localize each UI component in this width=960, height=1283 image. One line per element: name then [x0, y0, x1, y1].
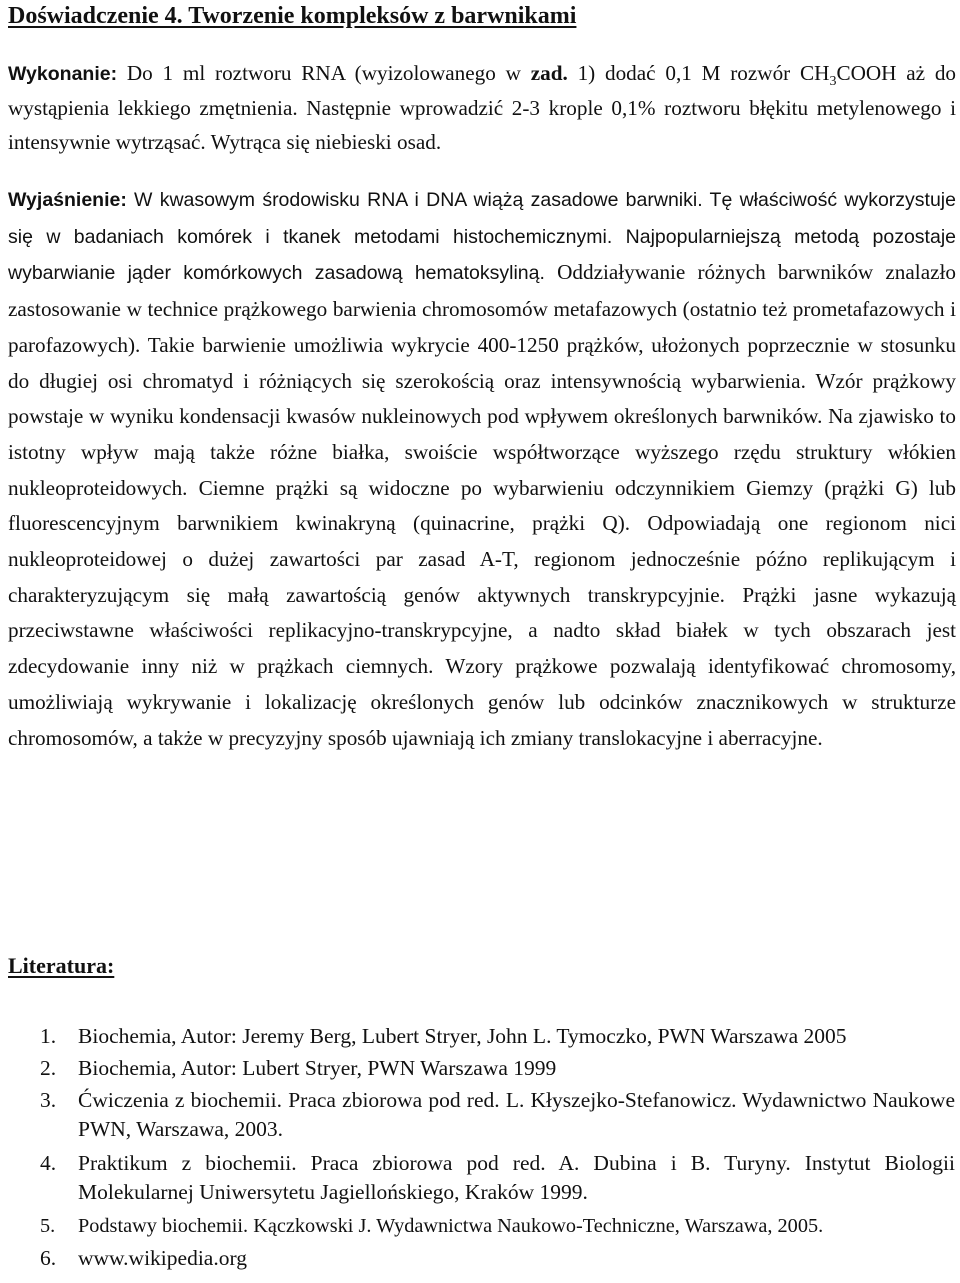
reference-number: 3. [40, 1088, 57, 1112]
wyjasnienie-serif-text: Oddziaływanie różnych barwników znalazło zastosowanie w technice prążkowego barwienia chromosomów metafazowych (ostatnio też prometafazowych i parofazowych). Takie barwienie umożliwia wykrycie 400-1250 prążków, ułożonych poprzecznie w stosunku do długiej osi chromatyd i różniących się szerokością oraz intensywnością wybarwienia. Wzór prążkowy powstaje w wyniku kondensacji kwasów nukleinowych pod wpływem określonych barwników. Na zjawisko to istotny wpływ mają także różne białka, swoiście współtworzące wyższego rzędu struktury włókien nukleoproteidowych. Ciemne prążki są widoczne po wybarwieniu odczynnikiem Giemzy (prążki G) lub fluorescencyjnym barwnikiem kwinakryną (quinacrine, prążki Q). Odpowiadają one regionom nici nukleoproteidowej o dużej zawartości par zasad A-T, regionom jednocześnie późno replikującym i charakteryzującym się małą zawartością genów aktywnych transkrypcyjnie. Prążki jasne wykazują przeciwstawne właściwości replikacyjno-transkrypcyjne, a nadto skład białek w tych obszarach jest zdecydowanie inny niż w prążkach ciemnych. Wzory prążkowe pozwalają identyfikować chromosomy, umożliwiają wykrywanie i lokalizację określonych genów lub odcinków znacznikowych w strukturze chromosomów, a także w precyzyjny sposób ujawniają ich zmiany translokacyjne i aberracyjne. [8, 260, 956, 750]
reference-number: 4. [40, 1151, 57, 1175]
reference-number: 2. [40, 1056, 57, 1080]
reference-item-3 [40, 1086, 955, 1144]
reference-text: Podstawy biochemii. Kączkowski J. Wydawnictwa Naukowo-Techniczne, Warszawa, 2005. [78, 1215, 824, 1237]
page-title: Doświadczenie 4. Tworzenie kompleksów z barwnikami [8, 3, 577, 29]
reference-item-5 [40, 1212, 955, 1241]
reference-item-4 [40, 1149, 955, 1207]
wyjasnienie-paragraph [8, 182, 956, 756]
wyjasnienie-sans-text: W kwasowym środowisku RNA i DNA wiążą zasadowe barwniki. Tę właściwość wykorzystuje się w badaniach komórek i tkanek metodami histochemicznymi. Najpopularniejszą metodą pozostaje wybarwianie jąder komórkowych zasadową hematoksyliną. [8, 189, 956, 285]
wykonanie-step1: 1) dodać 0,1 M rozwór CH [577, 61, 830, 85]
wykonanie-subscript: 3 [829, 74, 837, 90]
reference-text: Biochemia, Autor: Jeremy Berg, Lubert Stryer, John L. Tymoczko, PWN Warszawa 2005 [78, 1024, 847, 1048]
references-list [40, 1022, 955, 1273]
reference-number: 1. [40, 1024, 57, 1048]
wykonanie-zad: zad. [530, 61, 568, 85]
wykonanie-intro: Do 1 ml roztworu RNA (wyizolowanego w [126, 61, 521, 85]
wykonanie-paragraph [8, 56, 956, 159]
literatura-title: Literatura: [8, 953, 115, 978]
reference-text: Praktikum z biochemii. Praca zbiorowa pod red. A. Dubina i B. Turyny. Instytut Biologii Molekularnej Uniwersytetu Jagiellońskiego, Kraków 1999. [78, 1151, 955, 1204]
reference-number: 5. [40, 1215, 56, 1237]
reference-item-6 [40, 1244, 955, 1273]
wykonanie-step1b: COOH aż do wystąpienia lekkiego zmętnienia. Następnie wprowadzić 2-3 krople 0,1% roztworu błękitu metylenowego i intensywnie wytrząsać. Wytrąca się niebieski osad. [8, 61, 957, 154]
wykonanie-label: Wykonanie: [8, 63, 118, 85]
reference-text: Biochemia, Autor: Lubert Stryer, PWN Warszawa 1999 [78, 1056, 557, 1080]
reference-text: Ćwiczenia z biochemii. Praca zbiorowa pod red. L. Kłyszejko-Stefanowicz. Wydawnictwo Naukowe PWN, Warszawa, 2003. [78, 1088, 955, 1141]
wyjasnienie-label: Wyjaśnienie: [8, 189, 127, 211]
reference-number: 6. [40, 1246, 57, 1270]
reference-link[interactable]: www.wikipedia.org [78, 1246, 247, 1270]
reference-item-1 [40, 1022, 955, 1051]
reference-item-2 [40, 1054, 955, 1083]
